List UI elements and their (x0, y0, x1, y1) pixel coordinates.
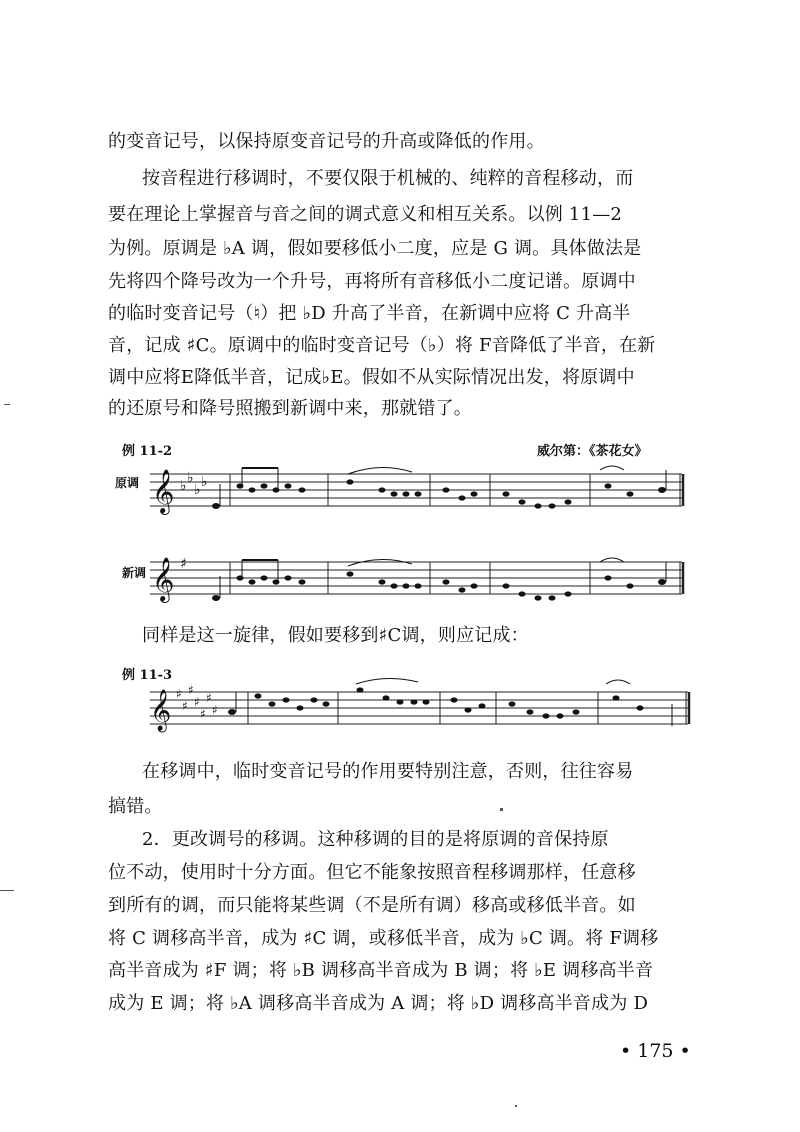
music-notes-icon (212, 558, 666, 601)
music-staff-new-key (150, 548, 690, 618)
svg-text:♯: ♯ (206, 691, 212, 705)
text-line: 位不动，使用时十分方面。但它不能象按照音程移调那样，任意移 (108, 862, 636, 883)
text-line: 在移调中，临时变音记号的作用要特别注意，否则，往往容易 (142, 761, 634, 782)
scan-speck (4, 404, 10, 405)
staff-label-new: 新调 (122, 566, 147, 580)
text-line: 按音程进行移调时，不要仅限于机械的、纯粹的音程移动，而 (142, 168, 634, 189)
svg-text:♭: ♭ (194, 482, 201, 498)
music-staff-original-key (150, 460, 690, 530)
music-staff-csharp-key (150, 680, 695, 740)
text-line: 的还原号和降号照搬到新调中来，那就错了。 (108, 398, 472, 419)
text-line: 同样是这一旋律，假如要移到♯C调，则应记成： (142, 625, 529, 646)
text-line: 调中应将E降低半音，记成♭E。假如不从实际情况出发，将原调中 (108, 367, 635, 388)
scan-speck (515, 1105, 517, 1107)
text-line: 要在理论上掌握音与音之间的调式意义和相互关系。以例 11—2 (108, 204, 623, 225)
svg-text:♯: ♯ (188, 683, 194, 697)
music-notes-icon (228, 678, 672, 726)
text-line: 到所有的调，而只能将某些调（不是所有调）移高或移低半音。如 (108, 895, 636, 916)
scan-speck (500, 808, 503, 811)
svg-text:♯: ♯ (200, 707, 206, 721)
text-line: 先将四个降号改为一个升号，再将所有音移低小二度记谱。原调中 (108, 271, 636, 292)
svg-text:♭: ♭ (201, 474, 208, 490)
text-line: 搞错。 (108, 796, 163, 817)
sharp-icon: ♯ (180, 556, 187, 572)
treble-clef-icon: 𝄞 (152, 469, 175, 513)
staff-label-original: 原调 (115, 476, 140, 490)
treble-clef-icon: 𝄞 (152, 557, 175, 601)
text-line: 将 C 调移高半音，成为 ♯C 调，或移低半音，成为 ♭C 调。将 F调移 (108, 928, 659, 949)
svg-text:♭: ♭ (187, 470, 194, 486)
scan-speck (0, 890, 14, 891)
svg-text:♯: ♯ (212, 703, 218, 717)
text-line: 成为 E 调；将 ♭A 调移高半音成为 A 调；将 ♭D 调移高半音成为 D (108, 993, 649, 1014)
svg-text:♯: ♯ (194, 695, 200, 709)
treble-clef-icon: 𝄞 (150, 690, 172, 731)
example-source: 威尔第：《茶花女》 (537, 444, 648, 459)
text-line: 高半音成为 ♯F 调；将 ♭B 调移高半音成为 B 调；将 ♭E 调移高半音 (108, 960, 654, 981)
text-line: 的变音记号，以保持原变音记号的升高或降低的作用。 (108, 131, 545, 152)
example-label: 例 11-3 (122, 668, 173, 683)
text-line: 为例。原调是 ♭A 调，假如要移低小二度，应是 G 调。具体做法是 (108, 238, 642, 259)
music-notes-icon (212, 466, 666, 509)
sharp-icon (176, 683, 218, 721)
text-line: 音，记成 ♯C。原调中的临时变音记号（♭）将 F音降低了半音，在新 (108, 335, 656, 356)
text-line: 的临时变音记号（♮）把 ♭D 升高了半音，在新调中应将 C 升高半 (108, 303, 631, 324)
page-number: • 175 • (620, 1040, 691, 1062)
svg-text:♭: ♭ (180, 478, 187, 494)
example-label: 例 11-2 (122, 444, 173, 459)
text-line: 2．更改调号的移调。这种移调的目的是将原调的音保持原 (142, 829, 609, 850)
svg-text:♯: ♯ (182, 699, 188, 713)
svg-text:♯: ♯ (176, 687, 182, 701)
